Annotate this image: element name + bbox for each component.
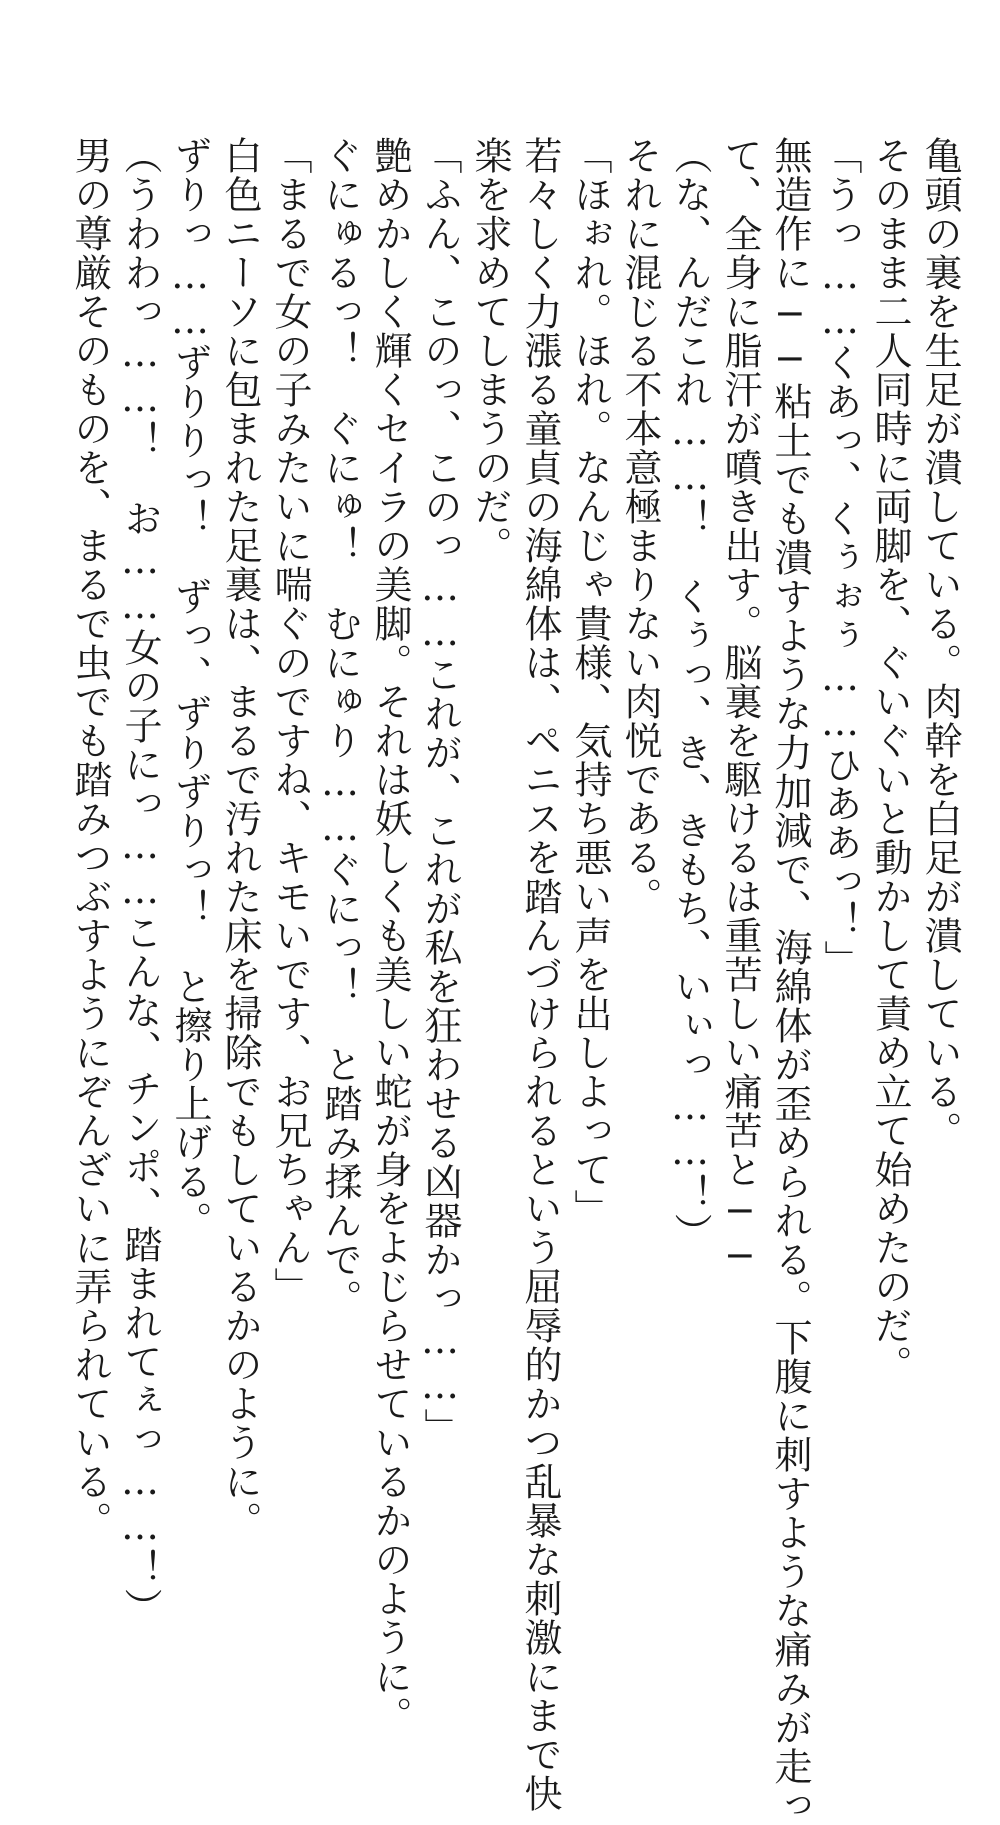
text-line: 亀頭の裏を生足が潰している。肉幹を白足が潰している。	[918, 136, 962, 1150]
text-line: 白色ニーソに包まれた足裏は、まるで汚れた床を掃除でもしているかのように。	[218, 136, 262, 1540]
thought-line: （な、んだこれ……！ くぅっ、き、きもち、いぃっ……！）	[668, 136, 712, 1252]
text-line: それに混じる不本意極まりない肉悦である。	[618, 136, 662, 916]
dialogue-line: 「うっ……くあっ、くぅぉぅ……ひああっ！」	[818, 136, 862, 979]
text-line: 楽を求めてしまうのだ。	[468, 136, 512, 565]
text-line: ずりっ……ずりりっ！ ずっ、ずりずりっ！ と擦り上げる。	[168, 136, 212, 1240]
text-line: そのまま二人同時に両脚を、ぐいぐいと動かして責め立て始めたのだ。	[868, 136, 912, 1384]
thought-line: （うわわっ……！ お……女の子にっ……こんな、チンポ、踏まれてぇっ……！）	[118, 136, 162, 1627]
text-line: 男の尊厳そのものを、まるで虫でも踏みつぶすようにぞんざいに弄られている。	[68, 136, 112, 1540]
text-line: 若々しく力漲る童貞の海綿体は、ペニスを踏んづけられるという屈辱的かつ乱暴な刺激にまで快	[518, 136, 562, 1813]
text-line: て、全身に脂汗が噴き出す。脳裏を駆けるは重苦しい痛苦と──	[718, 136, 762, 1279]
dialogue-line: 「ふん、このっ、このっ……これが、これが私を狂わせる凶器かっ……」	[418, 136, 462, 1447]
text-line: 艶めかしく輝くセイラの美脚。それは妖しくも美しい蛇が身をよじらせているかのように。	[368, 136, 412, 1735]
dialogue-line: 「まるで女の子みたいに喘ぐのですね、キモいです、お兄ちゃん」	[268, 136, 312, 1306]
dialogue-line: 「ほぉれ。ほれ。なんじゃ貴様、気持ち悪い声を出しよって」	[568, 136, 612, 1228]
text-line: ぐにゅるっ！ ぐにゅ！ むにゅり……ぐにっ！ と踏み揉んで。	[318, 136, 362, 1318]
text-line: 無造作に──粘土でも潰すような力加減で、海綿体が歪められる。下腹に刺すような痛みが走っ	[768, 136, 812, 1825]
